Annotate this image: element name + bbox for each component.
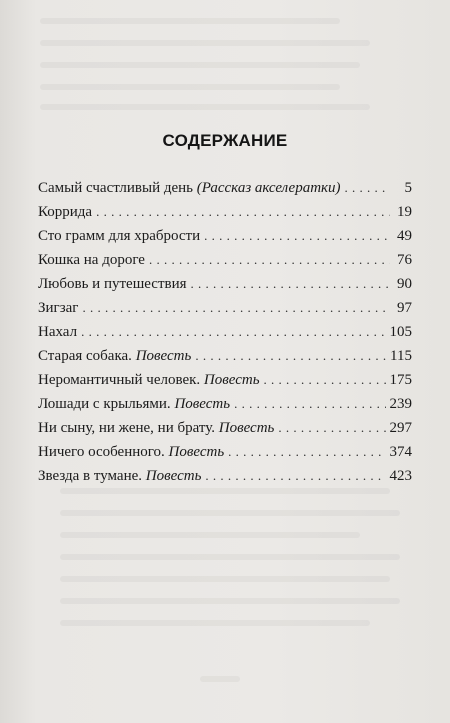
toc-entry-page-number: 105	[389, 324, 412, 340]
toc-entry-title	[38, 368, 260, 392]
toc-entry-kind: Повесть	[135, 348, 192, 364]
toc-entry-title	[38, 296, 78, 320]
toc-entry-name: Кошка на дороге	[38, 252, 145, 268]
toc-entry-name: Ни сыну, ни жене, ни брату.	[38, 420, 215, 436]
toc-entry-name: Лошади с крыльями.	[38, 396, 171, 412]
toc-entry-kind: Повесть	[145, 468, 202, 484]
toc-entry-title	[38, 464, 201, 488]
dot-leader	[264, 368, 386, 392]
toc-entry-title	[38, 320, 77, 344]
dot-leader	[345, 176, 390, 200]
toc-entry	[38, 272, 412, 296]
toc-entry-kind: Повесть	[168, 444, 225, 460]
toc-entry-name: Звезда в тумане.	[38, 468, 143, 484]
toc-entry	[38, 416, 412, 440]
toc-entry-name: Любовь и путешествия	[38, 276, 187, 292]
toc-entry	[38, 464, 412, 488]
toc-entry-page-number: 297	[389, 420, 412, 436]
toc-entry	[38, 248, 412, 272]
toc-entry	[38, 176, 412, 200]
dot-leader	[82, 296, 390, 320]
dot-leader	[234, 392, 385, 416]
toc-entry-name: Старая собака.	[38, 348, 132, 364]
page-title: СОДЕРЖАНИЕ	[162, 131, 288, 150]
toc-entry	[38, 368, 412, 392]
toc-entry-title	[38, 248, 145, 272]
dot-leader	[278, 416, 385, 440]
toc-entry-page-number: 423	[389, 468, 412, 484]
dot-leader	[96, 200, 390, 224]
toc-entry-page-number: 374	[389, 444, 412, 460]
dot-leader	[228, 440, 385, 464]
toc-entry-title	[38, 344, 191, 368]
dot-leader	[195, 344, 386, 368]
toc-entry-name: Ничего особенного.	[38, 444, 165, 460]
dot-leader	[205, 464, 385, 488]
toc-entry-name: Сто грамм для храбрости	[38, 228, 201, 244]
dot-leader	[204, 224, 390, 248]
toc-entry-title	[38, 440, 224, 464]
toc-entry-name: Самый счастливый день	[38, 180, 194, 196]
toc-entry-name: Нахал	[38, 324, 78, 340]
toc-entry-name: Неромантичный человек.	[38, 372, 201, 388]
dot-leader	[191, 272, 390, 296]
toc-entry-page-number: 90	[397, 276, 412, 292]
toc-entry	[38, 224, 412, 248]
toc-entry-title	[38, 416, 274, 440]
toc-entry	[38, 200, 412, 224]
toc-entry-kind: Повесть	[218, 420, 275, 436]
toc-entry-page-number: 19	[397, 204, 412, 220]
toc-entry-page-number: 5	[404, 180, 412, 196]
toc-entry-page-number: 239	[389, 396, 412, 412]
table-of-contents	[38, 176, 412, 488]
toc-entry-page-number: 76	[397, 252, 412, 268]
toc-entry-page-number: 175	[389, 372, 412, 388]
toc-entry-title	[38, 224, 200, 248]
toc-entry	[38, 392, 412, 416]
toc-entry-kind: Повесть	[203, 372, 260, 388]
toc-entry-name: Зигзаг	[38, 300, 79, 316]
toc-entry	[38, 320, 412, 344]
toc-entry-title	[38, 392, 230, 416]
toc-entry-kind: Повесть	[174, 396, 231, 412]
toc-entry	[38, 344, 412, 368]
toc-entry-title	[38, 272, 187, 296]
dot-leader	[149, 248, 390, 272]
toc-entry-kind: (Рассказ акселератки)	[196, 180, 341, 196]
toc-entry	[38, 296, 412, 320]
dot-leader	[81, 320, 385, 344]
toc-entry-title	[38, 200, 92, 224]
toc-entry-name: Коррида	[38, 204, 93, 220]
toc-entry-title	[38, 176, 341, 200]
toc-entry-page-number: 49	[397, 228, 412, 244]
toc-entry-page-number: 115	[390, 348, 412, 364]
toc-entry-page-number: 97	[397, 300, 412, 316]
toc-entry	[38, 440, 412, 464]
